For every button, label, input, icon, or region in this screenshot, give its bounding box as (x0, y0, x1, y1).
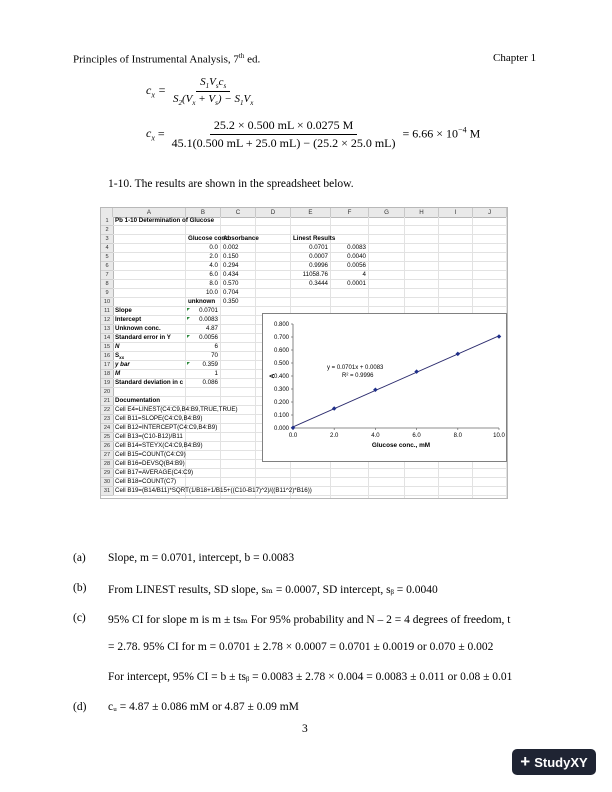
row-header: 23 (101, 415, 114, 424)
x-tick-label: 0.0 (288, 433, 298, 439)
header-absorbance: Absorbance (223, 235, 259, 243)
x-axis-label: Glucose conc., mM (371, 442, 431, 449)
row-header: 30 (101, 478, 114, 487)
linest-e-value: 0.3444 (309, 280, 328, 288)
row-header: 4 (101, 244, 114, 253)
row-header: 6 (101, 262, 114, 271)
summary-value: 0.0701 (199, 307, 218, 315)
y-tick-label: 0.700 (273, 335, 289, 341)
grid-col-line (255, 217, 256, 498)
summary-label: Intercept (115, 316, 142, 324)
column-header: A (113, 208, 186, 218)
answer-line: For intercept, 95% CI = b ± tsᵦ = 0.0083 ± 2.78 × 0.004 = 0.0083 ± 0.011 or 0.08 ± 0.01 (108, 671, 513, 683)
glucose-value: 4.0 (209, 262, 218, 270)
row-header: 9 (101, 289, 114, 298)
absorbance-value: 0.150 (223, 253, 239, 261)
row-header: 27 (101, 451, 114, 460)
plus-icon: + (520, 752, 531, 771)
page-number: 3 (302, 723, 308, 735)
documentation-line: Cell E4=LINEST(C4:C9,B4:B9,TRUE,TRUE) (115, 406, 238, 414)
row-header: 31 (101, 487, 114, 496)
answer-line: 95% CI for slope m is m ± tsₘ For 95% probability and N – 2 = 4 degrees of freedom, t (108, 614, 511, 626)
answer-label: (d) (73, 701, 87, 713)
row-header: 19 (101, 379, 114, 388)
summary-label: Standard deviation in c (115, 379, 184, 387)
summary-value: 6 (214, 343, 218, 351)
absorbance-value: 0.294 (223, 262, 239, 270)
documentation-line: Cell B17=AVERAGE(C4:C9) (115, 469, 194, 477)
spreadsheet (100, 207, 508, 499)
documentation-title: Documentation (115, 397, 161, 405)
row-header: 16 (101, 352, 114, 361)
summary-label: Standard error in Y (115, 334, 171, 342)
row-header: 18 (101, 370, 114, 379)
y-tick-label: 0.200 (273, 400, 289, 406)
summary-label: Slope (115, 307, 132, 315)
linest-f-value: 0.0001 (347, 280, 366, 288)
documentation-line: Cell B16=DEVSQ(B4:B9) (115, 460, 185, 468)
linest-e-value: 0.0701 (309, 244, 328, 252)
column-header: E (291, 208, 331, 218)
row-header: 29 (101, 469, 114, 478)
data-point (332, 406, 337, 411)
y-tick-label: 0.400 (273, 374, 289, 380)
row-header: 17 (101, 361, 114, 370)
answer-label: (b) (73, 582, 87, 594)
glucose-value: 10.0 (205, 289, 218, 297)
comment-marker (187, 362, 190, 365)
absorbance-value: 0.002 (223, 244, 239, 252)
summary-label: y bar (115, 361, 130, 369)
data-point (497, 334, 502, 339)
row-header: 3 (101, 235, 114, 244)
column-header: C (221, 208, 256, 218)
y-tick-label: 0.300 (273, 387, 289, 393)
trendline-equation: y = 0.0701x + 0.0083 (327, 365, 384, 371)
calibration-chart (262, 313, 507, 462)
summary-label: $S_{xx}$ (115, 352, 125, 361)
absorbance-value: 0.350 (223, 298, 239, 306)
summary-value: 70 (211, 352, 218, 360)
absorbance-value: 0.704 (223, 289, 239, 297)
r-squared-label: R² = 0.9996 (342, 373, 374, 379)
glucose-value: 0.0 (209, 244, 218, 252)
grid-col-line (220, 217, 221, 498)
column-header: J (473, 208, 507, 218)
grid-row-line (113, 297, 507, 298)
row-header: 15 (101, 343, 114, 352)
summary-value: 0.359 (202, 361, 218, 369)
running-header-title: Principles of Instrumental Analysis, 7th ed. (73, 52, 261, 66)
glucose-value: 6.0 (209, 271, 218, 279)
row-header: 13 (101, 325, 114, 334)
unknown-label: unknown (188, 298, 216, 306)
linest-e-value: 0.9996 (309, 262, 328, 270)
linest-e-value: 11058.76 (302, 271, 328, 279)
row-header: 25 (101, 433, 114, 442)
documentation-line: Cell B19=(B14/B11)*SQRT(1/B18+1/B15+((C10-B17)^2)/((B11^2)*B16)) (115, 487, 312, 495)
documentation-line: Cell B15=COUNT(C4:C9) (115, 451, 186, 459)
linest-f-value: 0.0056 (347, 262, 366, 270)
row-header: 10 (101, 298, 114, 307)
answer-line: Slope, m = 0.0701, intercept, b = 0.0083 (108, 552, 295, 564)
x-tick-label: 10.0 (493, 433, 505, 439)
documentation-line: Cell B12=INTERCEPT(C4:C9,B4:B9) (115, 424, 218, 432)
y-tick-label: 0.800 (273, 322, 289, 328)
x-tick-label: 6.0 (412, 433, 421, 439)
row-header: 11 (101, 307, 114, 316)
answer-label: (a) (73, 552, 86, 564)
absorbance-value: 0.570 (223, 280, 239, 288)
x-tick-label: 4.0 (371, 433, 380, 439)
calibration-chart-svg (263, 314, 506, 461)
row-header: 21 (101, 397, 114, 406)
row-header: 1 (101, 217, 114, 226)
row-header: 26 (101, 442, 114, 451)
summary-value: 0.0056 (199, 334, 218, 342)
row-header: 22 (101, 406, 114, 415)
row-header: 24 (101, 424, 114, 433)
comment-marker (187, 317, 190, 320)
summary-label: M (115, 370, 121, 378)
documentation-line: Cell B18=COUNT(C7) (115, 478, 177, 486)
column-header: F (331, 208, 369, 218)
linest-f-value: 0.0040 (347, 253, 366, 261)
running-header-chapter: Chapter 1 (493, 52, 537, 64)
answer-line: cᵤ = 4.87 ± 0.086 mM or 4.87 ± 0.09 mM (108, 701, 299, 713)
answer-line: = 2.78. 95% CI for m = 0.0701 ± 2.78 × 0.0007 = 0.0701 ± 0.0019 or 0.070 ± 0.002 (108, 641, 494, 653)
answer-label: (c) (73, 612, 86, 624)
summary-value: 1 (214, 370, 218, 378)
glucose-value: 2.0 (209, 253, 218, 261)
documentation-line: Cell B11=SLOPE(C4:C9,B4:B9) (115, 415, 203, 423)
column-header: B (186, 208, 221, 218)
comment-marker (187, 335, 190, 338)
x-tick-label: 2.0 (330, 433, 339, 439)
grid-row-line (113, 306, 507, 307)
equation-numeric: $c_x$ = $\frac{25.2 \times 0.500 mL \times 0.0275 M}{45.1(0.500 mL + 25.0 mL) - (25.2 \times 25.0 mL)}$ = $6.66 \times 10^{-4}$ M (146, 118, 481, 150)
brand-name: StudyXY (534, 754, 588, 770)
summary-value: 0.086 (202, 379, 218, 387)
header-glucose-conc: Glucose conc (188, 235, 229, 243)
glucose-value: 8.0 (209, 280, 218, 288)
trendline (293, 336, 499, 427)
linest-e-value: 0.0007 (309, 253, 328, 261)
linest-f-value: 4 (362, 271, 366, 279)
column-header: H (405, 208, 439, 218)
row-header: 2 (101, 226, 114, 235)
row-header: 20 (101, 388, 114, 397)
y-tick-label: 0.600 (273, 348, 289, 354)
row-header: 8 (101, 280, 114, 289)
problem-intro: 1-10. The results are shown in the spreadsheet below. (108, 178, 354, 190)
column-header: G (369, 208, 405, 218)
y-axis-label: A (269, 373, 276, 379)
absorbance-value: 0.434 (223, 271, 239, 279)
documentation-line: Cell B13=(C10-B12)/B11 (115, 433, 183, 441)
summary-label: Unknown conc. (115, 325, 161, 333)
column-header: D (256, 208, 291, 218)
equation-symbolic: $c_x$ = $\frac{S_1V_sc_s}{S_2(V_x + V_s) - S_1V_x}$ (146, 76, 254, 108)
answer-line: From LINEST results, SD slope, sₘ = 0.0007, SD intercept, sᵦ = 0.0040 (108, 584, 438, 596)
row-header: 7 (101, 271, 114, 280)
summary-value: 4.87 (205, 325, 218, 333)
linest-f-value: 0.0083 (347, 244, 366, 252)
documentation-line: Cell B14=STEYX(C4:C9,B4:B9) (115, 442, 203, 450)
data-point (456, 352, 461, 357)
comment-marker (187, 308, 190, 311)
row-header: 12 (101, 316, 114, 325)
y-tick-label: 0.500 (273, 361, 289, 367)
y-tick-label: 0.000 (273, 426, 289, 432)
column-header: I (439, 208, 473, 218)
summary-value: 0.0083 (199, 316, 218, 324)
sheet-title: Pb 1-10 Determination of Glucose (115, 217, 215, 225)
row-header: 5 (101, 253, 114, 262)
y-tick-label: 0.100 (273, 413, 289, 419)
header-linest-results: Linest Results (293, 235, 336, 243)
summary-label: N (115, 343, 120, 351)
row-header: 28 (101, 460, 114, 469)
x-tick-label: 8.0 (453, 433, 462, 439)
studyxy-logo[interactable] (512, 749, 596, 775)
label-subscript: xx (119, 355, 125, 361)
row-header: 14 (101, 334, 114, 343)
